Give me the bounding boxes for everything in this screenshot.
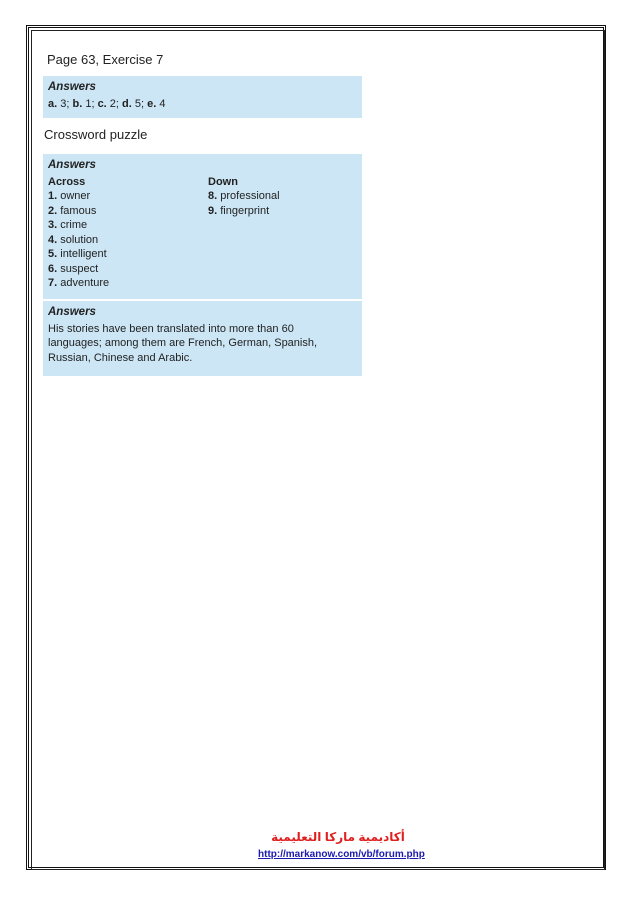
clue-word: owner (57, 190, 91, 202)
clue-word: solution (57, 233, 99, 246)
list-item (48, 262, 208, 277)
answers-line (48, 97, 357, 112)
answer-value: 1; (82, 97, 98, 110)
list-item (208, 204, 348, 219)
clue-number: 6. (48, 262, 58, 275)
list-item (48, 233, 208, 248)
answer-letter: a. (48, 97, 58, 110)
answer-letter: e. (147, 97, 157, 110)
clue-number: 2. (48, 204, 58, 217)
across-heading: Across (48, 175, 86, 188)
clue-number: 8. (208, 190, 218, 202)
crossword-columns (48, 175, 357, 291)
list-item (48, 276, 208, 291)
clue-word: intelligent (57, 248, 107, 260)
down-column (208, 175, 348, 291)
clue-number: 1. (48, 190, 58, 202)
answers-box-translation (43, 301, 362, 376)
answer-letter: c. (97, 97, 107, 110)
list-item (48, 218, 208, 233)
section-title-crossword: Crossword puzzle (44, 127, 148, 142)
answer-value: 3; (57, 97, 73, 110)
clue-number: 9. (208, 204, 218, 217)
clue-word: adventure (57, 277, 110, 289)
answer-value: 4 (156, 97, 166, 110)
list-item (208, 189, 348, 204)
answer-value: 5; (131, 97, 148, 110)
down-heading: Down (208, 175, 238, 188)
answers-box-crossword (43, 154, 362, 299)
translation-answers-title: Answers (48, 306, 96, 318)
answer-letter: d. (122, 97, 132, 110)
clue-number: 7. (48, 277, 58, 289)
clue-word: professional (217, 190, 280, 202)
clue-number: 5. (48, 248, 58, 260)
answer-letter: b. (72, 97, 83, 110)
crossword-answers-title: Answers (48, 159, 96, 171)
list-item (48, 204, 208, 219)
answer-text-line: His stories have been translated into more than 60 (48, 322, 294, 335)
footer-forum-link[interactable]: http://markanow.com/vb/forum.php (258, 849, 425, 860)
clue-word: suspect (57, 262, 99, 275)
clue-word: famous (57, 204, 97, 217)
answer-value: 2; (106, 97, 123, 110)
clue-word: crime (57, 219, 88, 231)
answers-box-exercise (43, 76, 362, 118)
answer-text-line: languages; among them are French, German, Spanish, (48, 337, 318, 349)
across-column (48, 175, 208, 291)
section-title-exercise: Page 63, Exercise 7 (47, 52, 164, 67)
list-item (48, 189, 208, 204)
clue-number: 4. (48, 233, 58, 246)
footer-academy-name: أكاديمية ماركا التعليمية (271, 830, 405, 844)
answer-text-line: Russian, Chinese and Arabic. (48, 351, 193, 364)
list-item (48, 247, 208, 262)
clue-number: 3. (48, 219, 58, 231)
clue-word: fingerprint (217, 204, 270, 217)
answers-title: Answers (48, 81, 96, 93)
